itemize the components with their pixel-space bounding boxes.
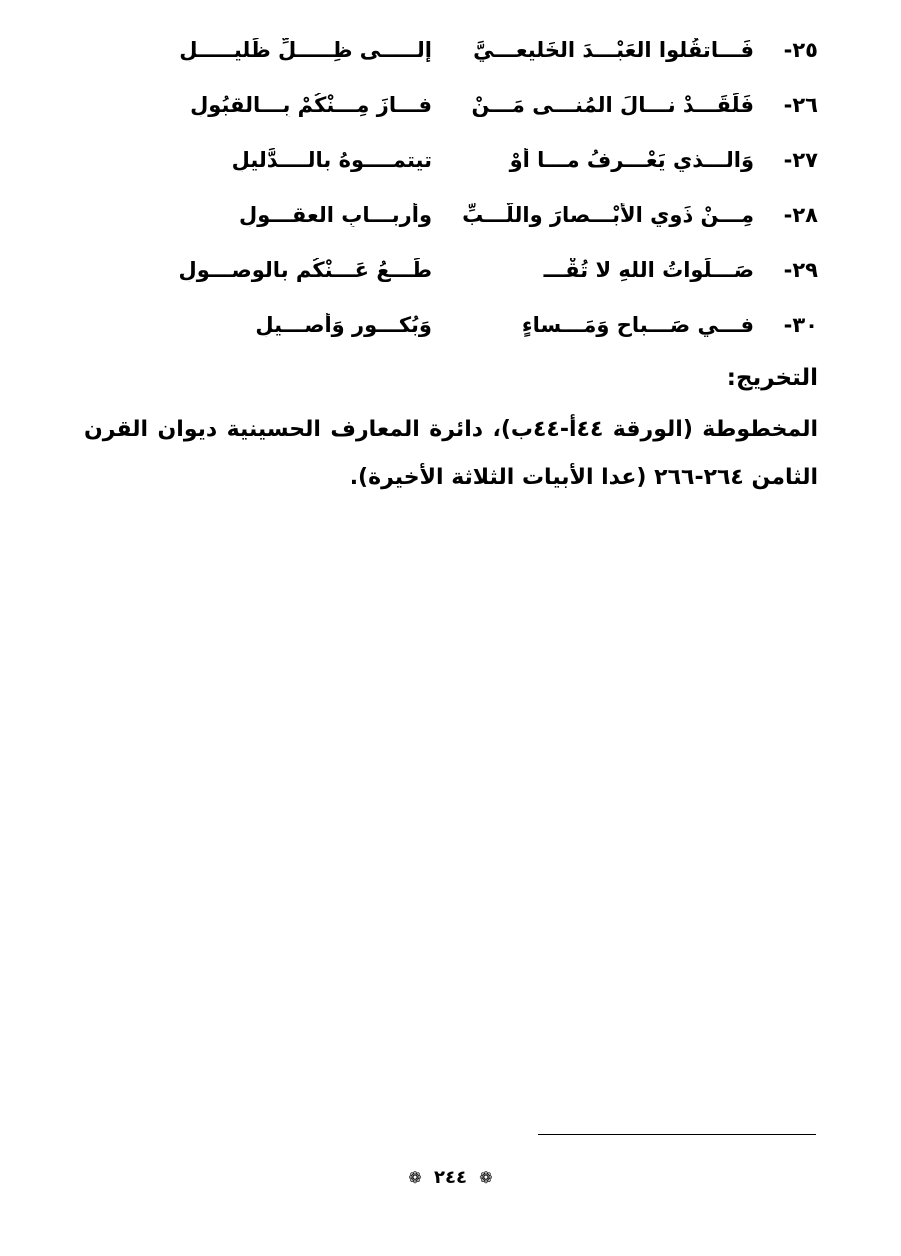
page-number: ٢٤٤ bbox=[434, 1167, 467, 1188]
verse-second-hemistich: فـــازَ مِـــنْكُمْ بِـــالقبُولِ bbox=[190, 92, 432, 117]
verse-second-hemistich: وَبُكـــورٍ وَأصـــيلِ bbox=[255, 312, 432, 337]
verse-second-hemistich: تيتمــــوهُ بالــــدَّليلِ bbox=[231, 147, 432, 172]
takhrij-heading: التخريج: bbox=[726, 365, 818, 391]
page-number-footer bbox=[0, 1167, 901, 1188]
verse-first-hemistich: فَلَقَـــدْ نـــالَ المُنـــى مَـــنْ bbox=[471, 92, 754, 117]
verse-number: ٣٠- bbox=[783, 312, 818, 337]
verse-line bbox=[84, 132, 818, 187]
verse-second-hemistich: إلـــــى ظِـــــلِّ ظَليـــــلِ bbox=[179, 37, 432, 62]
poem-verses bbox=[84, 22, 818, 352]
verse-number: ٢٩- bbox=[783, 257, 818, 282]
footnote-divider bbox=[538, 1134, 816, 1135]
verse-line bbox=[84, 22, 818, 77]
verse-first-hemistich: مِـــنْ ذَوي الأبْـــصارَ واللُّـــبِّ bbox=[462, 202, 754, 227]
verse-first-hemistich: فَـــاتقُلوا العَبْـــدَ الخَليعـــيَّ bbox=[473, 37, 754, 62]
verse-number: ٢٥- bbox=[783, 37, 818, 62]
takhrij-text: المخطوطة (الورقة ٤٤أ-٤٤ب)، دائرة المعارف الحسينية ديوان القرن الثامن ٢٦٤-٢٦٦ (عدا الأبيات الثلاثة الأخيرة). bbox=[84, 417, 818, 490]
verse-second-hemistich: طَـــعُ عَـــنْكُم بالوصـــولِ bbox=[178, 257, 432, 282]
verse-number: ٢٨- bbox=[783, 202, 818, 227]
verse-line bbox=[84, 187, 818, 242]
left-ornament-icon: ❁ bbox=[408, 1168, 422, 1187]
verse-line bbox=[84, 242, 818, 297]
verse-number: ٢٧- bbox=[783, 147, 818, 172]
takhrij-section bbox=[84, 360, 818, 502]
verse-second-hemistich: وأربـــابِ العقـــولِ bbox=[238, 202, 432, 227]
verse-line bbox=[84, 297, 818, 352]
verse-line bbox=[84, 77, 818, 132]
right-ornament-icon: ❁ bbox=[479, 1168, 493, 1187]
verse-first-hemistich: وَالـــذي يَعْـــرِفُ مـــا أَوْ bbox=[509, 147, 754, 172]
verse-number: ٢٦- bbox=[783, 92, 818, 117]
verse-first-hemistich: فـــي صَـــباحٍ وَمَـــساءٍ bbox=[521, 312, 754, 337]
verse-first-hemistich: صَـــلَواتُ اللهِ لا تُقْـــ bbox=[543, 257, 754, 282]
